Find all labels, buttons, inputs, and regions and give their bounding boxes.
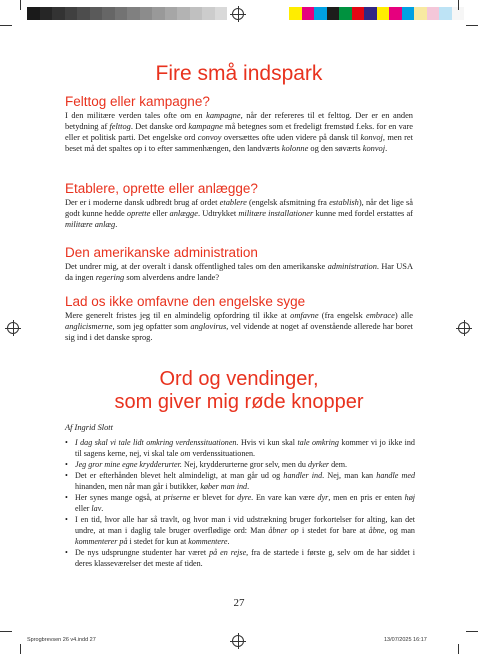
crop-mark <box>20 644 21 654</box>
crop-mark <box>0 25 12 26</box>
color-swatch <box>52 7 65 20</box>
color-swatch <box>177 7 190 20</box>
color-swatch <box>202 7 215 20</box>
color-swatch <box>215 7 228 20</box>
paragraph-amerikanske: Det undrer mig, at der overalt i dansk offentlighed tales om den amerikanske administration. Har USA da ingen regering som alverdens andre lande? <box>65 262 414 283</box>
color-swatch <box>90 7 103 20</box>
bullet-list <box>65 437 415 569</box>
grayscale-color-bar <box>27 7 227 20</box>
list-item: • I dag skal vi tale lidt omkring verdenssituationen. Hvis vi kun skal tale omkring kommer vi jo ikke ind til sagens kerne, nej, vi skal tale om verdenssituationen. <box>65 437 415 459</box>
heading-amerikanske: Den amerikanske administration <box>65 245 258 260</box>
list-item: • Det er efterhånden blevet helt almindeligt, at man går ud og handler ind. Nej, man kan handle med hinanden, men når man går i butikker, køber man ind. <box>65 470 415 492</box>
color-swatch <box>140 7 153 20</box>
process-color-bar <box>289 7 464 20</box>
paragraph-etablere: Der er i moderne dansk udbredt brug af ordet etablere (engelsk afsmitning fra establish), når det lige så godt kunne hedde oprette eller anlægge. Udtrykket militære installationer kunne med fordel erstattes af militære anlæg. <box>65 198 413 230</box>
color-swatch <box>302 7 315 20</box>
section-title-fire-sma-indspark: Fire små indspark <box>155 62 323 85</box>
color-swatch <box>115 7 128 20</box>
slug-filename: Sprogbrevsen 26 v4.indd 27 <box>27 637 96 643</box>
color-swatch <box>77 7 90 20</box>
crop-mark <box>458 644 459 654</box>
registration-mark-right <box>458 322 470 334</box>
byline-author: Af Ingrid Slott <box>65 423 113 432</box>
crop-mark <box>458 0 459 10</box>
color-swatch <box>402 7 415 20</box>
color-swatch <box>414 7 427 20</box>
color-swatch <box>65 7 78 20</box>
crop-mark <box>466 631 478 632</box>
section-title-ord-og-vendinger: Ord og vendinger, som giver mig røde knopper <box>114 368 364 413</box>
color-swatch <box>314 7 327 20</box>
color-swatch <box>427 7 440 20</box>
color-swatch <box>339 7 352 20</box>
paragraph-felttog: I den militære verden tales ofte om en kampagne, når der refereres til et felttog. Der er en anden betydning af felttog. Det danske ord kampagne må betegnes som et fredeligt fremstød f.eks. for en vare eller et politisk parti. Det engelske ord convoy oversættes ofte uden videre på dansk til konvoj, men ret beset må det spaltes op i to efter sammenhængen, den landværts kolonne og den søværts konvoj. <box>65 111 414 154</box>
list-item: • De nys udsprungne studenter har været på en rejse, fra de startede i første g, selv om de har siddet i deres klasseværelser det meste af tiden. <box>65 547 415 569</box>
registration-mark-left <box>7 322 19 334</box>
color-swatch <box>27 7 40 20</box>
color-swatch <box>439 7 452 20</box>
color-swatch <box>289 7 302 20</box>
color-swatch <box>152 7 165 20</box>
slug-timestamp: 13/07/2025 16:17 <box>384 637 427 643</box>
crop-mark <box>0 631 12 632</box>
color-swatch <box>127 7 140 20</box>
registration-mark-top <box>232 8 244 20</box>
color-swatch <box>389 7 402 20</box>
color-swatch <box>190 7 203 20</box>
crop-mark <box>20 0 21 10</box>
color-swatch <box>364 7 377 20</box>
color-swatch <box>102 7 115 20</box>
list-item: • Her synes mange også, at priserne er blevet for dyre. En vare kan være dyr, men en pris er enten høj eller lav. <box>65 492 415 514</box>
crop-mark <box>466 25 478 26</box>
heading-engelske-syge: Lad os ikke omfavne den engelske syge <box>65 294 306 309</box>
color-swatch <box>327 7 340 20</box>
heading-felttog: Felttog eller kampagne? <box>65 94 210 109</box>
paragraph-engelske-syge: Mere generelt fristes jeg til en almindelig opfordring til ikke at omfavne (fra engelsk embrace) alle anglicismerne, som jeg opfatter som anglovirus, vel vidende at noget af ovenstående allerede har boret sig ind i det danske sprog. <box>65 311 413 343</box>
color-swatch <box>40 7 53 20</box>
list-item: • Jeg gror mine egne krydderurter. Nej, krydderurterne gror selv, men du dyrker dem. <box>65 459 415 470</box>
list-item: • I en tid, hvor alle har så travlt, og hvor man i vid udstrækning bruger forkortelser for alting, kan det undre, at man i daglig tale bruger overflødige ord: Man åbner op i stedet for bare at åbne, og man kommenterer på i stedet for kun at kommentere. <box>65 514 415 547</box>
color-swatch <box>377 7 390 20</box>
registration-mark-bottom <box>232 635 244 647</box>
color-swatch <box>352 7 365 20</box>
color-swatch <box>165 7 178 20</box>
heading-etablere: Etablere, oprette eller anlægge? <box>65 181 258 196</box>
page-number: 27 <box>233 597 245 609</box>
